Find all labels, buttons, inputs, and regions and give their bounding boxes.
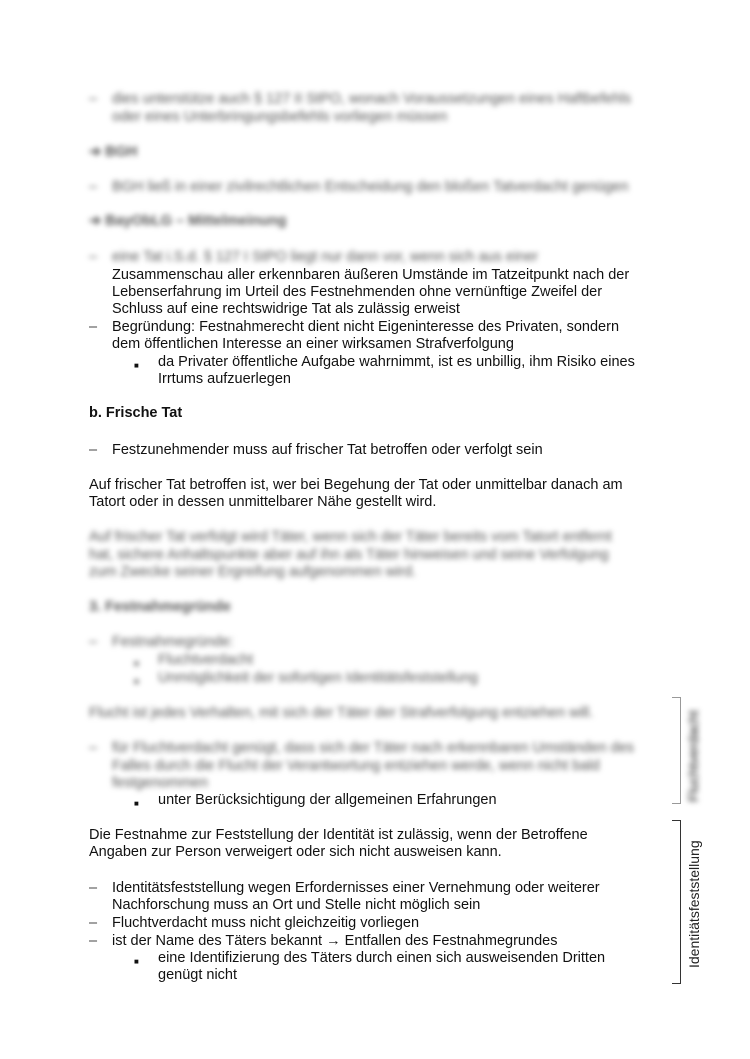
square-bullet-icon: ■ <box>134 957 139 966</box>
blurred-line: BGH ließ in einer zivilrechtlichen Entscheidung den bloßen Tatverdacht genügen <box>112 179 629 195</box>
list-dash: – <box>89 915 98 931</box>
list-dash: – <box>89 442 98 458</box>
text-line: dem öffentlichen Interesse an einer wirksamen Strafverfolgung <box>112 336 514 352</box>
paragraph-line: Die Festnahme zur Feststellung der Identität ist zulässig, wenn der Betroffene <box>89 827 588 843</box>
list-dash: – <box>89 319 98 335</box>
blurred-line: Flucht ist jedes Verhalten, mit sich der Täter der Strafverfolgung entziehen will. <box>89 705 594 721</box>
text-line: Schluss auf eine rechtswidrige Tat als zulässig erweist <box>112 301 460 317</box>
square-bullet-icon: ■ <box>134 677 139 686</box>
blurred-line: hat, sichere Anhaltspunkte aber auf ihn als Täter hinweisen und seine Verfolgung <box>89 547 609 563</box>
blurred-heading: ➔ BGH <box>89 144 138 160</box>
paragraph-line: Auf frischer Tat betroffen ist, wer bei Begehung der Tat oder unmittelbar danach am <box>89 477 623 493</box>
blurred-line: eine Tat i.S.d. § 127 I StPO liegt nur dann vor, wenn sich aus einer <box>112 249 539 265</box>
paragraph-line: Angaben zur Person verweigert oder sich nicht ausweisen kann. <box>89 844 502 860</box>
blurred-line: Falles durch die Flucht der Verantwortung entziehen werde, wenn nicht bald <box>112 758 600 774</box>
blurred-line: oder eines Unterbringungsbefehls vorliegen müssen <box>112 109 448 125</box>
text-line: Identitätsfeststellung wegen Erfordernisses einer Vernehmung oder weiterer <box>112 880 600 896</box>
list-dash: – <box>89 249 98 265</box>
square-bullet-icon: ■ <box>134 799 139 808</box>
list-dash: – <box>89 179 98 195</box>
text-line: unter Berücksichtigung der allgemeinen Erfahrungen <box>158 792 497 808</box>
text-line: Nachforschung muss an Ort und Stelle nicht möglich sein <box>112 897 481 913</box>
paragraph-line: Tatort oder in dessen unmittelbarer Nähe gestellt wird. <box>89 494 437 510</box>
text-line: Irrtums aufzuerlegen <box>158 371 291 387</box>
list-dash: – <box>89 740 98 756</box>
list-dash: – <box>89 933 98 949</box>
list-dash: – <box>89 634 98 650</box>
text-line: Fluchtverdacht muss nicht gleichzeitig vorliegen <box>112 915 420 931</box>
text-line: Begründung: Festnahmerecht dient nicht Eigeninteresse des Privaten, sondern <box>112 319 620 335</box>
text-line: Zusammenschau aller erkennbaren äußeren Umstände im Tatzeitpunkt nach der <box>112 267 630 283</box>
list-dash: – <box>89 880 98 896</box>
blurred-heading: ➔ BayObLG – Mittelmeinung <box>89 213 287 229</box>
list-dash: – <box>89 91 98 107</box>
text-line: Lebenserfahrung im Urteil des Festnehmenden ohne vernünftige Zweifel der <box>112 284 603 300</box>
blurred-line: dies unterstütze auch § 127 II StPO, wonach Voraussetzungen eines Haftbefehls <box>112 91 632 107</box>
blurred-line: für Fluchtverdacht genügt, dass sich der Täter nach erkennbaren Umständen des <box>112 740 635 756</box>
side-bracket-fluchtverdacht <box>672 697 681 804</box>
text-line: genügt nicht <box>158 967 238 983</box>
text-line: Festzunehmender muss auf frischer Tat betroffen oder verfolgt sein <box>112 442 543 458</box>
section-heading: b. Frische Tat <box>89 405 183 421</box>
blurred-heading: 3. Festnahmegründe <box>89 599 231 615</box>
blurred-line: festgenommen <box>112 775 208 791</box>
blurred-line: Fluchtverdacht <box>158 652 254 668</box>
blurred-line: Festnahmegründe: <box>112 634 234 650</box>
side-bracket-identitaetsfeststellung <box>672 820 681 984</box>
text-line: da Privater öffentliche Aufgabe wahrnimmt, ist es unbillig, ihm Risiko eines <box>158 354 635 370</box>
blurred-line: Auf frischer Tat verfolgt wird Täter, wenn sich der Täter bereits vom Tatort entfernt <box>89 529 612 545</box>
text-line: eine Identifizierung des Täters durch einen sich ausweisenden Dritten <box>158 950 606 966</box>
blurred-line: Unmöglichkeit der sofortigen Identitätsfeststellung <box>158 670 478 686</box>
blurred-line: zum Zwecke seiner Ergreifung aufgenommen wird. <box>89 564 417 580</box>
side-label-fluchtverdacht: Fluchtverdacht <box>685 710 701 802</box>
square-bullet-icon: ■ <box>134 361 139 370</box>
text-line: ist der Name des Täters bekannt → Entfallen des Festnahmegrundes <box>112 933 558 949</box>
side-label-identitaetsfeststellung: Identitätsfeststellung <box>686 840 702 968</box>
square-bullet-icon: ■ <box>134 659 139 668</box>
